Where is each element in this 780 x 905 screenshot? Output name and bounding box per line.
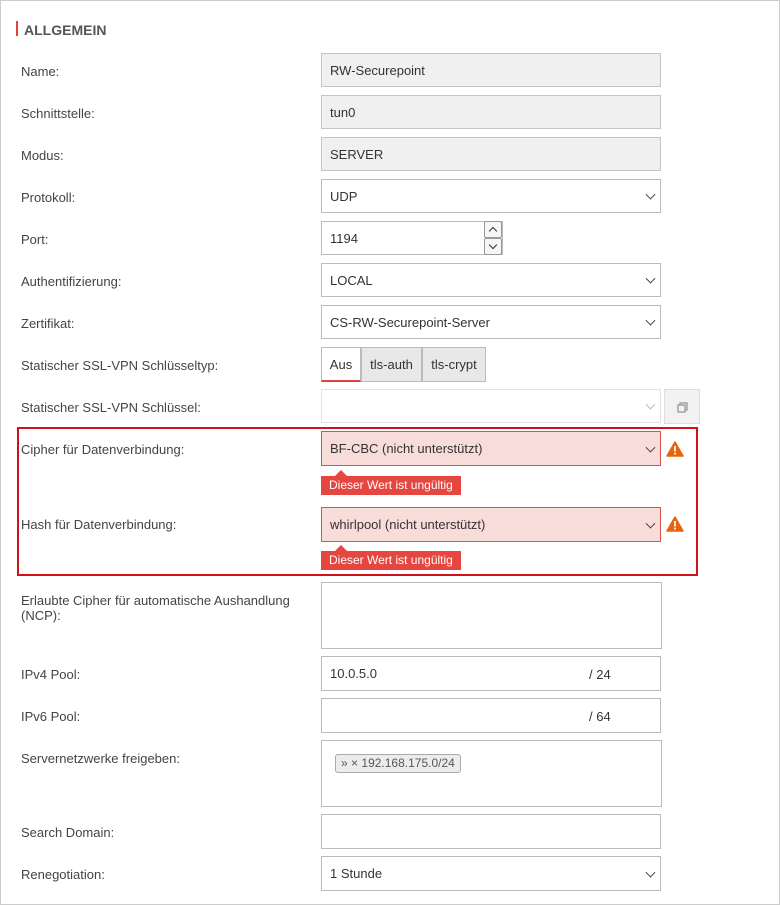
network-tag[interactable] [335, 754, 461, 773]
ncp-label-line1: Erlaubte Cipher für automatische Aushandlung [21, 593, 290, 608]
chevron-down-icon [646, 867, 656, 877]
copy-icon [665, 390, 701, 425]
ipv6-pool-label: IPv6 Pool: [21, 709, 81, 724]
certificate-value: CS-RW-Securepoint-Server [330, 314, 490, 330]
search-domain-label: Search Domain: [21, 825, 115, 840]
chevron-down-icon [646, 316, 656, 326]
mode-label: Modus: [21, 148, 64, 163]
chevron-down-icon [646, 274, 656, 284]
chevron-down-icon [646, 400, 656, 410]
auth-label: Authentifizierung: [21, 274, 122, 289]
key-type-option-tls-auth[interactable]: tls-auth [361, 347, 422, 382]
chevron-down-icon [489, 241, 497, 249]
name-field[interactable] [321, 53, 661, 87]
tag-remove-icon[interactable]: × [351, 756, 359, 770]
key-type-option-tls-crypt[interactable]: tls-crypt [422, 347, 486, 382]
protocol-select[interactable] [321, 179, 661, 213]
copy-key-button[interactable] [664, 389, 700, 424]
ncp-cipher-input[interactable] [321, 582, 662, 649]
chevron-up-icon [489, 227, 497, 235]
search-domain-input[interactable] [321, 814, 661, 849]
interface-value: tun0 [330, 104, 356, 120]
mode-value: SERVER [330, 146, 384, 162]
auth-select[interactable] [321, 263, 661, 297]
cipher-select[interactable] [321, 431, 661, 466]
auth-value: LOCAL [330, 272, 373, 288]
tag-text: 192.168.175.0/24 [361, 756, 455, 770]
ipv4-prefix-suffix[interactable]: / 24 [589, 667, 611, 682]
renegotiation-value: 1 Stunde [330, 866, 383, 881]
mode-field[interactable] [321, 137, 661, 171]
static-key-label: Statischer SSL-VPN Schlüssel: [21, 400, 201, 415]
ncp-label [21, 593, 290, 623]
warning-triangle-icon [666, 516, 684, 532]
protocol-label: Protokoll: [21, 190, 76, 205]
section-title: ALLGEMEIN [24, 22, 107, 38]
hash-label: Hash für Datenverbindung: [21, 517, 177, 532]
server-networks-input[interactable] [321, 740, 662, 807]
key-type-option-aus[interactable]: Aus [321, 347, 361, 382]
interface-field[interactable] [321, 95, 661, 129]
interface-label: Schnittstelle: [21, 106, 95, 121]
protocol-value: UDP [330, 188, 358, 204]
hash-select[interactable] [321, 507, 661, 542]
warning-triangle-icon [666, 441, 684, 457]
hash-error-message: Dieser Wert ist ungültig [321, 551, 461, 570]
cipher-label: Cipher für Datenverbindung: [21, 442, 185, 457]
chevron-down-icon [646, 518, 656, 528]
static-key-select[interactable] [321, 389, 661, 423]
ipv6-prefix-suffix[interactable]: / 64 [589, 709, 611, 724]
ipv4-pool-label: IPv4 Pool: [21, 667, 81, 682]
port-decrement-button[interactable] [484, 238, 502, 255]
cipher-error-message: Dieser Wert ist ungültig [321, 476, 461, 495]
certificate-select[interactable] [321, 305, 661, 339]
port-value: 1194 [330, 230, 358, 246]
port-increment-button[interactable] [484, 221, 502, 238]
section-accent-bar [16, 21, 18, 36]
ncp-label-line2: (NCP): [21, 608, 61, 623]
name-value: RW-Securepoint [330, 62, 425, 78]
static-key-type-label: Statischer SSL-VPN Schlüsseltyp: [21, 358, 219, 373]
chevron-down-icon [646, 190, 656, 200]
certificate-label: Zertifikat: [21, 316, 75, 331]
server-networks-label: Servernetzwerke freigeben: [21, 751, 180, 766]
hash-value: whirlpool (nicht unterstützt) [330, 517, 486, 532]
renegotiation-select[interactable] [321, 856, 661, 891]
renegotiation-label: Renegotiation: [21, 867, 105, 882]
cipher-value: BF-CBC (nicht unterstützt) [330, 441, 483, 456]
chevron-down-icon [646, 442, 656, 452]
tag-drag-icon[interactable]: » [341, 756, 348, 770]
port-input[interactable] [321, 221, 503, 255]
port-label: Port: [21, 232, 49, 247]
name-label: Name: [21, 64, 60, 79]
ipv4-pool-value: 10.0.5.0 [330, 666, 377, 681]
